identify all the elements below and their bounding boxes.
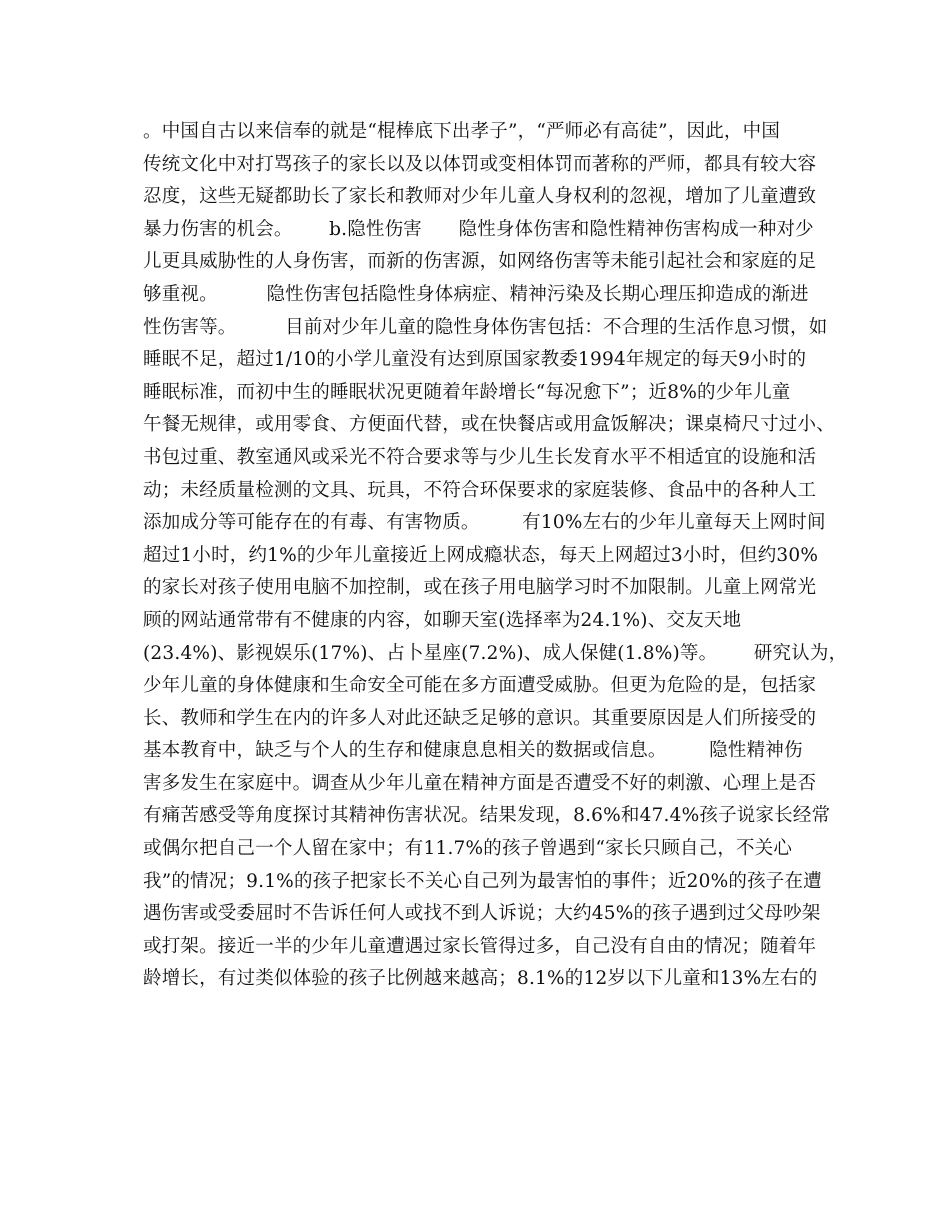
text-line: 传统文化中对打骂孩子的家长以及以体罚或变相体罚而著称的严师，都具有较大容 bbox=[143, 153, 817, 175]
body-paragraph bbox=[143, 116, 848, 996]
text-line: 动；未经质量检测的文具、玩具，不符合环保要求的家庭装修、食品中的各种人工 bbox=[143, 479, 817, 501]
text-line: 儿更具威胁性的人身伤害，而新的伤害源，如网络伤害等未能引起社会和家庭的足 bbox=[143, 251, 817, 273]
text-line: 我”的情况；9.1%的孩子把家长不关心自己列为最害怕的事件；近20%的孩子在遭 bbox=[143, 870, 822, 892]
text-line: 害多发生在家庭中。调查从少年儿童在精神方面是否遭受不好的刺激、心理上是否 bbox=[143, 772, 817, 794]
text-line: 添加成分等可能存在的有毒、有害物质。 有10%左右的少年儿童每天上网时间 bbox=[143, 512, 826, 534]
text-line: 龄增长，有过类似体验的孩子比例越来越高；8.1%的12岁以下儿童和13%左右的 bbox=[143, 968, 818, 990]
text-line: 遇伤害或受委屈时不告诉任何人或找不到人诉说；大约45%的孩子遇到过父母吵架 bbox=[143, 903, 821, 925]
text-line: 忍度，这些无疑都助长了家长和教师对少年儿童人身权利的忽视，增加了儿童遭致 bbox=[143, 186, 817, 208]
text-line: 睡眠标准，而初中生的睡眠状况更随着年龄增长“每况愈下”；近8%的少年儿童 bbox=[143, 381, 791, 403]
text-line: (23.4%)、影视娱乐(17%)、占卜星座(7.2%)、成人保健(1.8%)等。 研究认为， bbox=[143, 642, 848, 664]
text-line: 睡眠不足，超过1/10的小学儿童没有达到原国家教委1994年规定的每天9小时的 bbox=[143, 349, 807, 371]
text-line: 或打架。接近一半的少年儿童遭遇过家长管得过多，自己没有自由的情况；随着年 bbox=[143, 935, 817, 957]
text-line: 有痛苦感受等角度探讨其精神伤害状况。结果发现，8.6%和47.4%孩子说家长经常 bbox=[143, 805, 831, 827]
text-line: 长、教师和学生在内的许多人对此还缺乏足够的意识。其重要原因是人们所接受的 bbox=[143, 707, 817, 729]
text-line: 顾的网站通常带有不健康的内容，如聊天室(选择率为24.1%)、交友天地 bbox=[143, 609, 742, 631]
text-line: 少年儿童的身体健康和生命安全可能在多方面遭受威胁。但更为危险的是，包括家 bbox=[143, 675, 817, 697]
text-line: 性伤害等。 目前对少年儿童的隐性身体伤害包括：不合理的生活作息习惯，如 bbox=[143, 316, 828, 338]
text-line: 午餐无规律，或用零食、方便面代替，或在快餐店或用盒饭解决；课桌椅尺寸过小、 bbox=[143, 414, 835, 436]
text-line: 够重视。 隐性伤害包括隐性身体病症、精神污染及长期心理压抑造成的渐进 bbox=[143, 283, 809, 305]
text-line: 的家长对孩子使用电脑不加控制，或在孩子用电脑学习时不加限制。儿童上网常光 bbox=[143, 577, 817, 599]
text-line: 暴力伤害的机会。 b.隐性伤害 隐性身体伤害和隐性精神伤害构成一种对少 bbox=[143, 218, 814, 240]
text-line: 或偶尔把自己一个人留在家中；有11.7%的孩子曾遇到“家长只顾自己，不关心 bbox=[143, 838, 793, 860]
text-line: 基本教育中，缺乏与个人的生存和健康息息相关的数据或信息。 隐性精神伤 bbox=[143, 740, 803, 762]
text-line: 。中国自古以来信奉的就是“棍棒底下出孝子”，“严师必有高徒”，因此，中国 bbox=[143, 121, 781, 142]
text-line: 书包过重、教室通风或采光不符合要求等与少儿生长发育水平不相适宜的设施和活 bbox=[143, 446, 817, 468]
text-line: 超过1小时，约1%的少年儿童接近上网成瘾状态，每天上网超过3小时，但约30% bbox=[143, 544, 819, 566]
